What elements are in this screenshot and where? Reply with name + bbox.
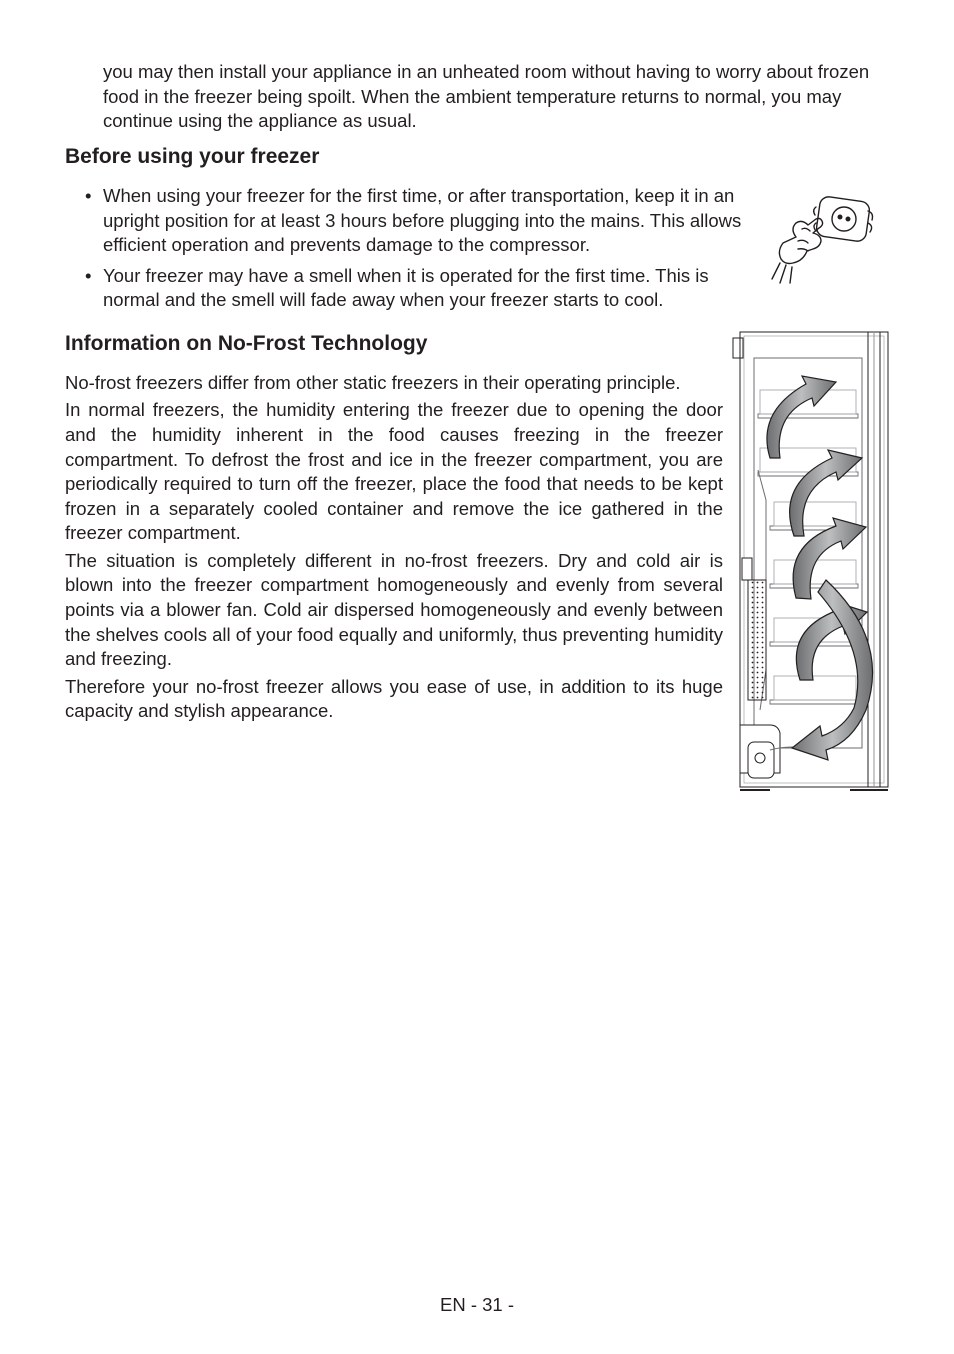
section-heading-before-using: Before using your freezer — [65, 145, 320, 168]
no-frost-body — [65, 371, 723, 727]
paragraph: In normal freezers, the humidity entering the freezer due to opening the door and the humidity inherent in the food causes freezing in the freezer compartment. To defrost the frost and ice in the freezer compartment, you are periodically required to turn off the freezer, place the food that needs to be kept frozen in a separately cooled container and remove the ice gathered in the freezer compartment. — [65, 399, 723, 544]
bullet-text: When using your freezer for the first time, or after transportation, keep it in an upright position for at least 3 hours before plugging into the mains. This allows efficient operation and prevents damage to the compressor. — [103, 185, 742, 256]
bullet-glyph: • — [85, 264, 92, 286]
intro-paragraph: you may then install your appliance in an unheated room without having to worry about frozen food in the freezer being spoilt. When the ambient temperature returns to normal, you may continue using the appliance as usual. — [103, 61, 870, 132]
freezer-airflow-diagram — [730, 330, 892, 792]
paragraph: Therefore your no-frost freezer allows you ease of use, in addition to its huge capacity and stylish appearance. — [65, 675, 723, 722]
page-number: EN - 31 - — [439, 1294, 515, 1315]
bullet-text: Your freezer may have a smell when it is operated for the first time. This is normal and the smell will fade away when your freezer starts to cool. — [103, 264, 709, 311]
paragraph: The situation is completely different in no-frost freezers. Dry and cold air is blown into the freezer compartment homogeneously and evenly from several points via a blower fan. Cold air dispersed homogeneously and evenly between the shelves cools all of your food equally and uniformly, thus preventing humidity and freezing. — [65, 549, 723, 670]
list-item — [65, 184, 765, 258]
bullet-glyph: • — [85, 185, 92, 206]
bullet-list — [65, 184, 765, 319]
list-item — [65, 264, 765, 313]
section-heading-no-frost: Information on No-Frost Technology — [65, 332, 428, 355]
paragraph: No-frost freezers differ from other static freezers in their operating principle. — [65, 372, 681, 393]
hand-plug-icon — [768, 193, 878, 288]
